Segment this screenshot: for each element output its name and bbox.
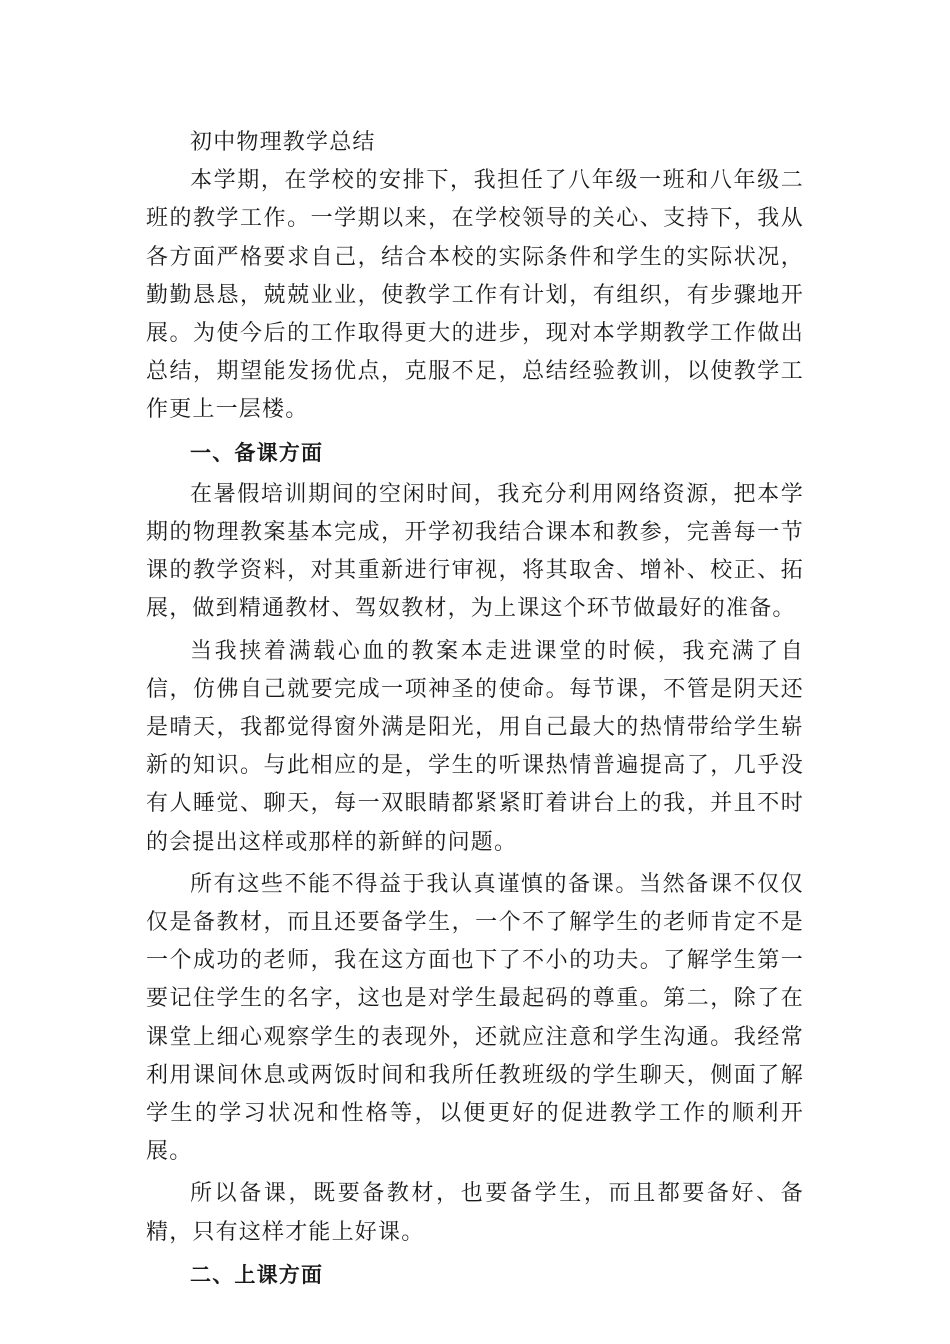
intro-paragraph: 本学期，在学校的安排下，我担任了八年级一班和八年级二班的教学工作。一学期以来，在学校领导的关心、支持下，我从各方面严格要求自己，结合本校的实际条件和学生的实际状况，勤勤恳恳，兢兢业业，使教学工作有计划，有组织，有步骤地开展。为使今后的工作取得更大的进步，现对本学期教学工作做出总结，期望能发扬优点，克服不足，总结经验教训，以使教学工作更上一层楼。 xyxy=(146,168,804,423)
section-heading-lesson-prep: 一、备课方面 xyxy=(190,440,324,465)
section-heading-teaching: 二、上课方面 xyxy=(190,1262,324,1287)
document-body xyxy=(146,124,804,1294)
lesson-prep-paragraph-4: 所以备课，既要备教材，也要备学生，而且都要备好、备精，只有这样才能上好课。 xyxy=(146,1181,804,1245)
lesson-prep-paragraph-2: 当我挟着满载心血的教案本走进课堂的时候，我充满了自信，仿佛自己就要完成一项神圣的使命。每节课，不管是阴天还是晴天，我都觉得窗外满是阳光，用自己最大的热情带给学生崭新的知识。与此相应的是，学生的听课热情普遍提高了，几乎没有人睡觉、聊天，每一双眼睛都紧紧盯着讲台上的我，并且不时的会提出这样或那样的新鲜的问题。 xyxy=(146,638,804,855)
document-title: 初中物理教学总结 xyxy=(190,130,376,155)
lesson-prep-paragraph-1: 在暑假培训期间的空闲时间，我充分利用网络资源，把本学期的物理教案基本完成，开学初我结合课本和教参，完善每一节课的教学资料，对其重新进行审视，将其取舍、增补、校正、拓展，做到精通教材、驾奴教材，为上课这个环节做最好的准备。 xyxy=(146,481,804,622)
lesson-prep-paragraph-3: 所有这些不能不得益于我认真谨慎的备课。当然备课不仅仅仅是备教材，而且还要备学生，一个不了解学生的老师肯定不是一个成功的老师，我在这方面也下了不小的功夫。了解学生第一要记住学生的名字，这也是对学生最起码的尊重。第二，除了在课堂上细心观察学生的表现外，还就应注意和学生沟通。我经常利用课间休息或两饭时间和我所任教班级的学生聊天，侧面了解学生的学习状况和性格等，以便更好的促进教学工作的顺利开展。 xyxy=(146,871,804,1165)
